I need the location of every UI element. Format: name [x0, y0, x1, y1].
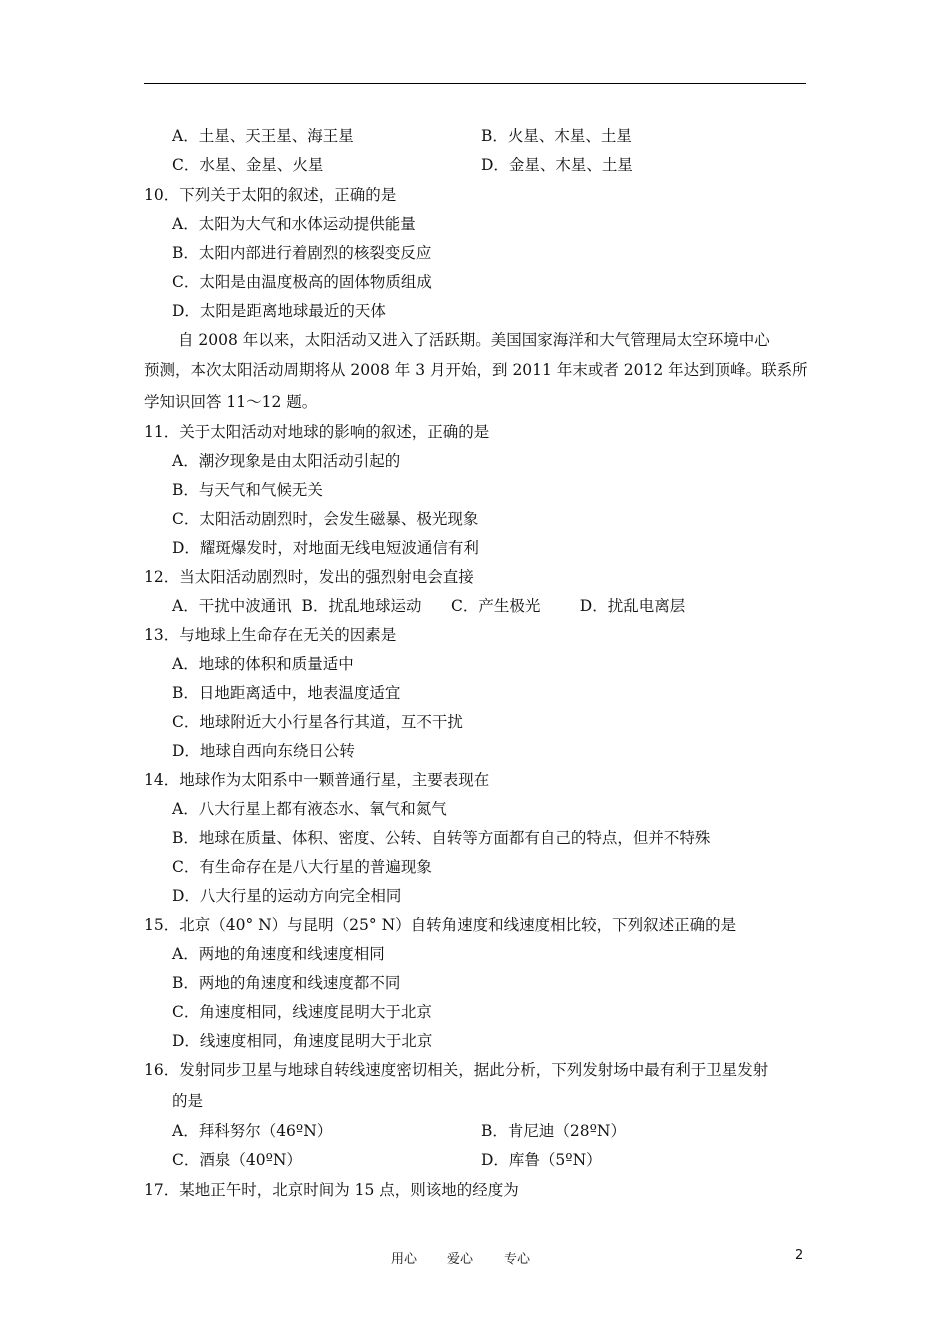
- q13-stem: 13．与地球上生命存在无关的因素是: [144, 626, 397, 644]
- q16-option-a: A．拜科努尔（46ºN）: [172, 1122, 333, 1140]
- header-rule: [144, 83, 806, 84]
- q16-option-d: D．库鲁（5ºN）: [481, 1151, 602, 1169]
- q13-option-a: A．地球的体积和质量适中: [172, 655, 354, 673]
- q14-option-b: B．地球在质量、体积、密度、公转、自转等方面都有自己的特点，但并不特殊: [172, 829, 711, 847]
- footer-middle: 爱心: [447, 1252, 474, 1267]
- q16-stem: 16．发射同步卫星与地球自转线速度密切相关，据此分析，下列发射场中最有利于卫星发射: [144, 1061, 769, 1079]
- q12-options: A．干扰中波通讯 B．扰乱地球运动 C．产生极光 D．扰乱电离层: [172, 597, 686, 615]
- q10-option-d: D．太阳是距离地球最近的天体: [172, 302, 386, 320]
- q11-option-c: C．太阳活动剧烈时，会发生磁暴、极光现象: [172, 510, 479, 528]
- q14-option-a: A．八大行星上都有液态水、氧气和氮气: [172, 800, 447, 818]
- q11-option-b: B．与天气和气候无关: [172, 481, 323, 499]
- footer-right: 专心: [504, 1252, 531, 1267]
- q10-option-a: A．太阳为大气和水体运动提供能量: [172, 215, 416, 233]
- q16-stem-continued: 的是: [172, 1092, 204, 1110]
- passage-line-3: 学知识回答 11～12 题。: [144, 393, 318, 411]
- q11-option-a: A．潮汐现象是由太阳活动引起的: [172, 452, 401, 470]
- q15-option-a: A．两地的角速度和线速度相同: [172, 945, 385, 963]
- q14-option-c: C．有生命存在是八大行星的普遍现象: [172, 858, 432, 876]
- q15-stem: 15．北京（40° N）与昆明（25° N）自转角速度和线速度相比较，下列叙述正确的是: [144, 916, 737, 934]
- q10-option-b: B．太阳内部进行着剧烈的核裂变反应: [172, 244, 432, 262]
- page-number: 2: [795, 1248, 804, 1263]
- q15-option-b: B．两地的角速度和线速度都不同: [172, 974, 401, 992]
- q14-option-d: D．八大行星的运动方向完全相同: [172, 887, 402, 905]
- q9-option-d: D．金星、木星、土星: [481, 156, 633, 174]
- q9-option-b: B．火星、木星、土星: [481, 127, 632, 145]
- passage-line-2: 预测，本次太阳活动周期将从 2008 年 3 月开始，到 2011 年末或者 2012 年达到顶峰。联系所: [144, 361, 808, 379]
- q16-option-c: C．酒泉（40ºN）: [172, 1151, 302, 1169]
- q17-stem: 17．某地正午时，北京时间为 15 点，则该地的经度为: [144, 1181, 519, 1199]
- passage-line-1: 自 2008 年以来，太阳活动又进入了活跃期。美国国家海洋和大气管理局太空环境中心: [178, 331, 770, 349]
- q11-stem: 11．关于太阳活动对地球的影响的叙述，正确的是: [144, 423, 490, 441]
- q10-stem: 10．下列关于太阳的叙述，正确的是: [144, 186, 397, 204]
- q15-option-d: D．线速度相同，角速度昆明大于北京: [172, 1032, 433, 1050]
- q15-option-c: C．角速度相同，线速度昆明大于北京: [172, 1003, 432, 1021]
- q13-option-c: C．地球附近大小行星各行其道，互不干扰: [172, 713, 463, 731]
- footer-left: 用心: [391, 1252, 418, 1267]
- q12-stem: 12．当太阳活动剧烈时，发出的强烈射电会直接: [144, 568, 474, 586]
- q10-option-c: C．太阳是由温度极高的固体物质组成: [172, 273, 432, 291]
- q13-option-b: B．日地距离适中，地表温度适宜: [172, 684, 401, 702]
- q14-stem: 14．地球作为太阳系中一颗普通行星，主要表现在: [144, 771, 490, 789]
- q9-option-c: C．水星、金星、火星: [172, 156, 324, 174]
- q13-option-d: D．地球自西向东绕日公转: [172, 742, 355, 760]
- q9-option-a: A．土星、天王星、海王星: [172, 127, 354, 145]
- q16-option-b: B．肯尼迪（28ºN）: [481, 1122, 626, 1140]
- q11-option-d: D．耀斑爆发时，对地面无线电短波通信有利: [172, 539, 479, 557]
